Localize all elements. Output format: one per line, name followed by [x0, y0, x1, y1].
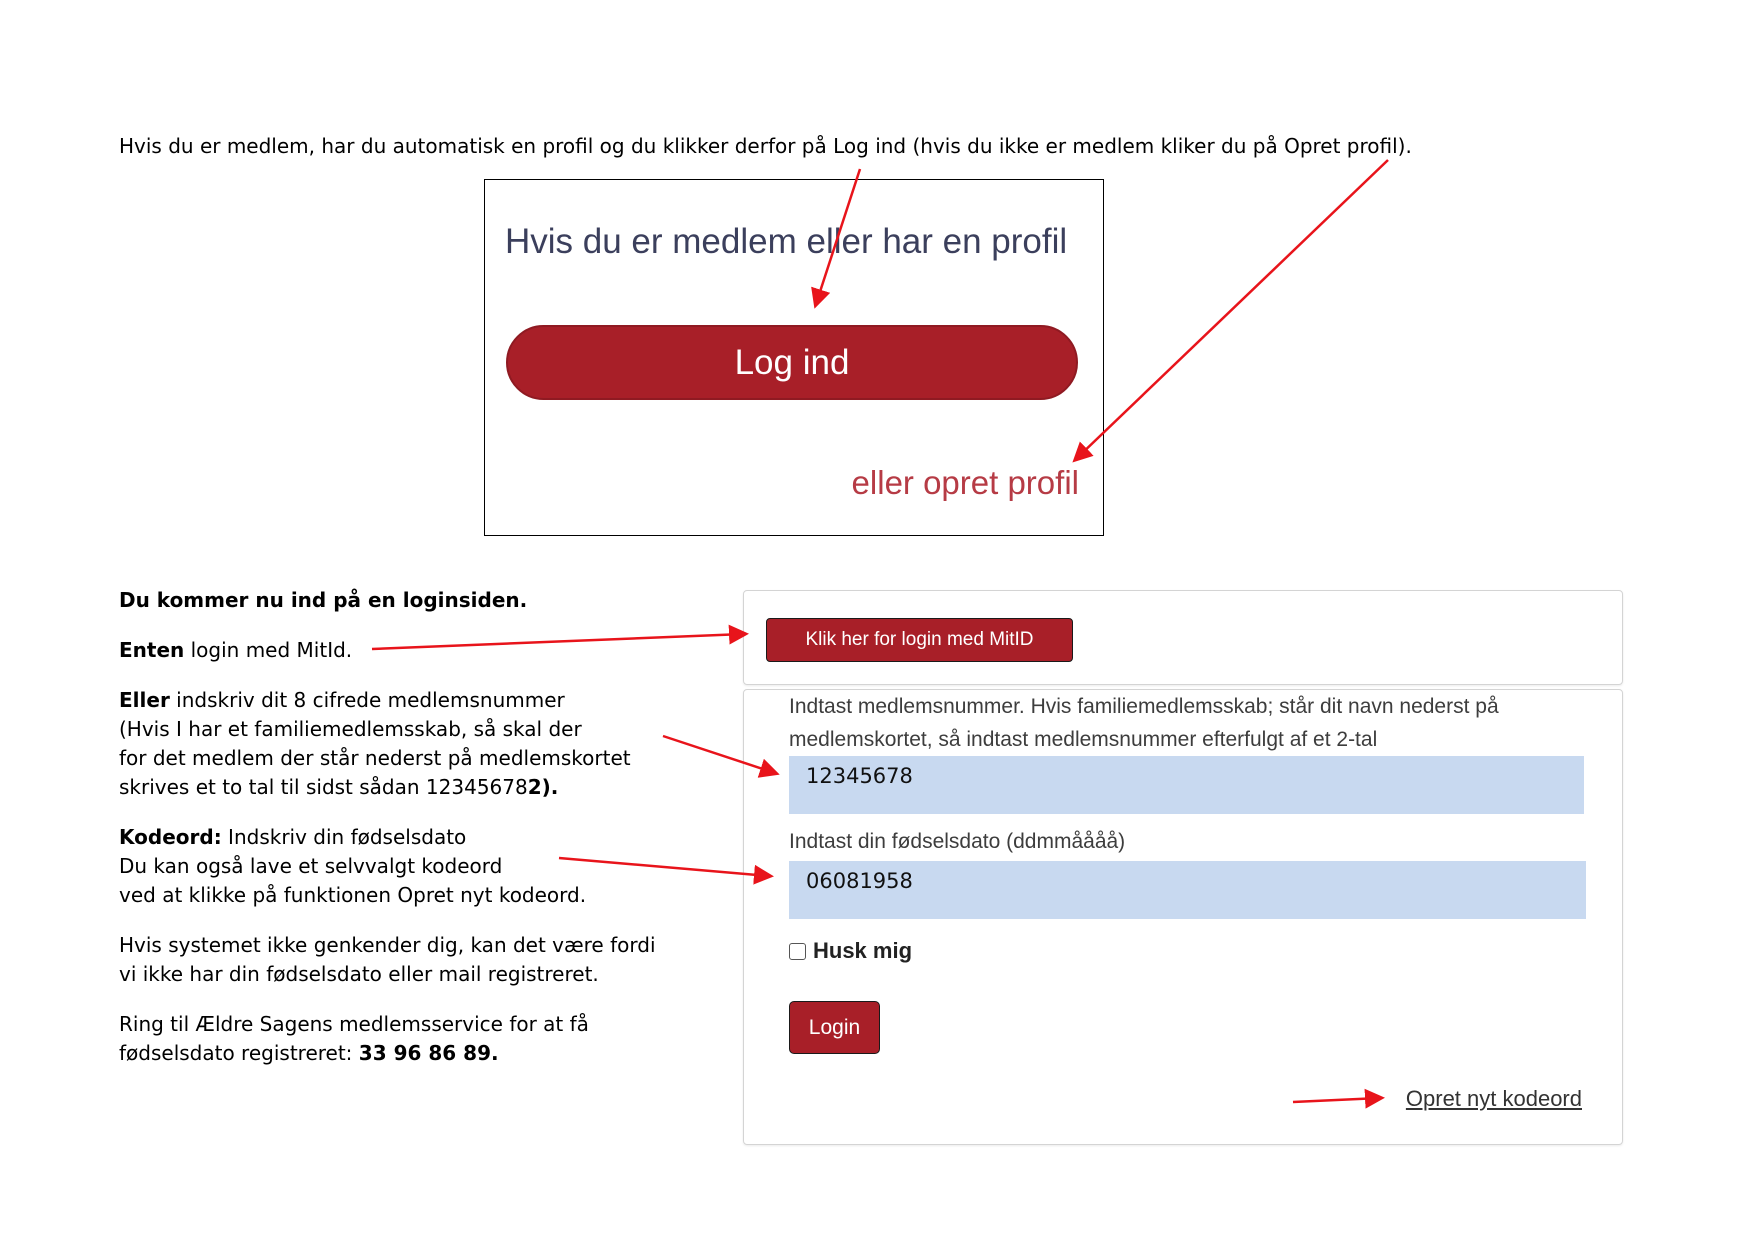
- login-prompt-screenshot: [484, 179, 1104, 536]
- remember-checkbox[interactable]: [789, 943, 806, 960]
- instructions: [119, 586, 719, 1089]
- member-number-input[interactable]: 12345678: [789, 756, 1584, 814]
- remember-me[interactable]: [789, 938, 912, 964]
- remember-label: Husk mig: [813, 938, 913, 963]
- create-profile-link[interactable]: eller opret profil: [851, 464, 1079, 501]
- log-ind-button[interactable]: Log ind: [506, 325, 1078, 400]
- arrow-to-create-profile: [1076, 160, 1388, 459]
- instruction-password: Kodeord: Indskriv din fødselsdato Du kan også lave et selvvalgt kodeord ved at klikke på funktionen Opret nyt kodeord.: [119, 825, 587, 907]
- mitid-card: [743, 590, 1623, 685]
- instructions-heading: Du kommer nu ind på en loginsiden.: [119, 588, 528, 612]
- instruction-member-number: Eller indskriv dit 8 cifrede medlemsnummer (Hvis I har et familiemedlemsskab, så skal der for det medlem der står nederst på medlemskortet skrives et to tal til sidst sådan 123456782).: [119, 688, 631, 799]
- mitid-login-button[interactable]: Klik her for login med MitID: [766, 618, 1073, 662]
- login-button[interactable]: Login: [789, 1001, 880, 1054]
- password-input[interactable]: 06081958: [789, 861, 1586, 919]
- password-label: Indtast din fødselsdato (ddmmåååå): [789, 830, 1126, 853]
- prompt-heading: Hvis du er medlem eller har en profil: [505, 222, 1068, 261]
- instruction-phone: Ring til Ældre Sagens medlemsservice for at få fødselsdato registreret: 33 96 86 89.: [119, 1012, 589, 1065]
- create-new-password-link[interactable]: Opret nyt kodeord: [1405, 1086, 1582, 1111]
- member-number-label: Indtast medlemsnummer. Hvis familiemedlemsskab; står dit navn nederst på medlemskortet, så indtast medlemsnummer efterfulgt af et 2-tal: [789, 695, 1499, 751]
- instruction-mitid: Enten login med MitId.: [119, 638, 353, 662]
- instruction-not-recognized: Hvis systemet ikke genkender dig, kan det være fordi vi ikke har din fødselsdato eller mail registreret.: [119, 933, 656, 986]
- intro-text: Hvis du er medlem, har du automatisk en profil og du klikker derfor på Log ind (hvis du ikke er medlem kliker du på Opret profil).: [119, 134, 1412, 158]
- login-form-card: [743, 689, 1623, 1145]
